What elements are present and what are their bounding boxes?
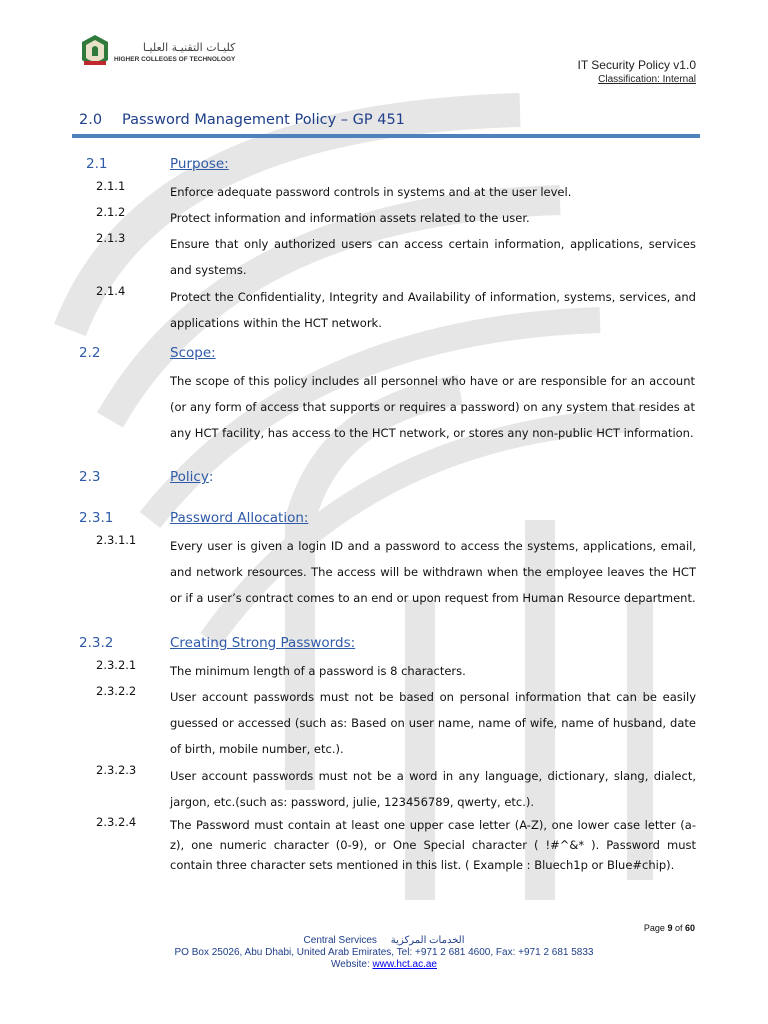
footer-dept-ar: الخدمات المركزية [390,935,465,946]
item-text: Protect information and information assets related to the user. [170,211,530,225]
logo-english-text: HIGHER COLLEGES OF TECHNOLOGY [114,55,236,63]
hct-crest-icon [80,34,110,70]
scope-paragraph: The scope of this policy includes all personnel who have or are responsible for an account (or any form of access that supports or requires a password) on any system that resides at any HCT facility, has access to the HCT network, or stores any non-public HCT information. [170,374,695,440]
subsection-number: 2.3 [79,469,101,485]
subsection-number: 2.2 [79,345,101,361]
item-text: Protect the Confidentiality, Integrity and Availability of information, systems, services, and applications within the HCT network. [170,290,696,330]
classification-label: Classification: Internal [598,74,696,85]
section-heading [79,112,405,128]
subsection-label: Scope: [170,345,216,361]
page-number [644,923,695,933]
hct-logo [80,34,235,70]
item-text: Every user is given a login ID and a password to access the systems, applications, email, and network resources. The access will be withdrawn when the employee leaves the HCT or if a user’s contract comes to an end or upon request from Human Resource department. [170,539,696,605]
footer-dept-en: Central Services [303,935,377,946]
footer [0,935,768,971]
document-title: IT Security Policy v1.0 [577,58,696,72]
subsection-number: 2.3.1 [79,510,114,526]
section-rule [72,134,700,138]
section-title: Password Management Policy – GP 451 [122,112,405,128]
item-number: 2.3.2.2 [96,684,137,698]
document-header [578,58,697,85]
item-number: 2.1.1 [96,179,126,193]
footer-address: PO Box 25026, Abu Dhabi, United Arab Emirates, Tel: +971 2 681 4600, Fax: +971 2 681 5833 [174,947,594,958]
subsection-label: Purpose: [170,156,229,172]
item-text: Enforce adequate password controls in systems and at the user level. [170,185,572,199]
page-current: 9 [667,923,673,933]
logo-arabic-text: كليـات التقنيـة العليـا [142,40,236,54]
item-text: The Password must contain at least one upper case letter (A-Z), one lower case letter (a-z), one numeric character (0-9), or One Special character ( !#^&* ). Password must contain three character sets mentioned in this list. ( Example : Bluech1p or Blue#chip). [170,818,696,872]
page-total: 60 [684,923,695,933]
policy-colon: : [208,469,214,485]
subsection-number: 2.1 [86,156,108,172]
subsection-label: Policy: [170,469,214,485]
item-number: 2.1.3 [96,231,126,245]
item-number: 2.3.2.1 [96,658,137,672]
item-number: 2.3.2.4 [96,815,137,829]
item-number: 2.3.2.3 [96,763,137,777]
footer-dept [0,935,768,947]
item-text: The minimum length of a password is 8 characters. [170,664,466,678]
subsection-number: 2.3.2 [79,635,114,651]
item-text: Ensure that only authorized users can access certain information, applications, services and systems. [170,237,696,277]
subsection-label: Password Allocation: [170,510,309,526]
subsection-label: Creating Strong Passwords: [170,635,356,651]
item-text: User account passwords must not be a word in any language, dictionary, slang, dialect, jargon, etc.(such as: password, julie, 123456789, qwerty, etc.). [170,769,696,809]
page-prefix: Page [643,923,668,933]
website-link[interactable]: www.hct.ac.ae [372,959,437,970]
section-number: 2.0 [79,112,103,128]
item-number: 2.1.4 [96,284,126,298]
footer-website [0,959,768,971]
item-text: User account passwords must not be based on personal information that can be easily guessed or accessed (such as: Based on user name, name of wife, name of husband, date of birth, mobile number, etc.). [170,690,696,756]
footer-website-label: Website: [331,959,373,970]
page-of: of [672,923,685,933]
item-number: 2.3.1.1 [96,533,137,547]
item-number: 2.1.2 [96,205,126,219]
